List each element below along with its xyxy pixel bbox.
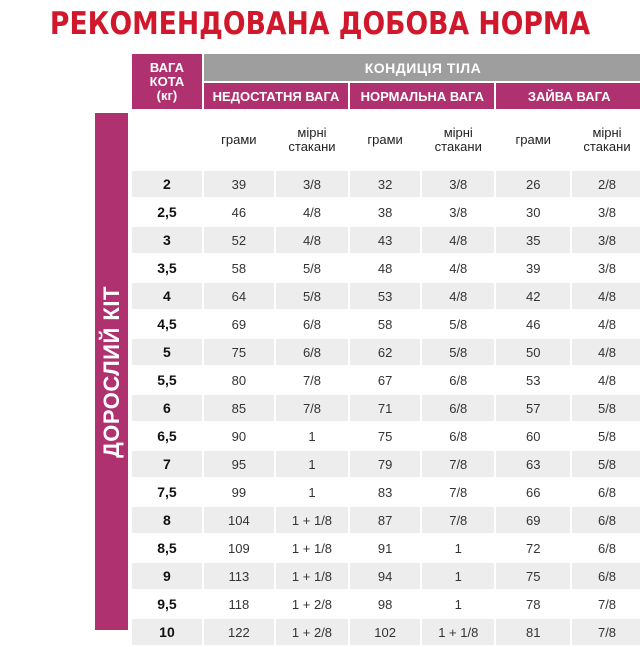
table-row: [132, 619, 640, 645]
grams-cell: 85: [204, 395, 274, 421]
cups-cell: 1 + 1/8: [276, 507, 348, 533]
cups-cell: 3/8: [422, 199, 494, 225]
cups-cell: 6/8: [276, 311, 348, 337]
corner-cell: [132, 111, 202, 169]
grams-cell: 94: [350, 563, 420, 589]
grams-cell: 99: [204, 479, 274, 505]
grams-cell: 38: [350, 199, 420, 225]
cups-cell: 6/8: [422, 423, 494, 449]
subheader-grams: грами: [204, 111, 274, 169]
grams-cell: 72: [496, 535, 570, 561]
weight-cell: 3: [132, 227, 202, 253]
cups-cell: 4/8: [422, 227, 494, 253]
grams-cell: 30: [496, 199, 570, 225]
grams-cell: 39: [204, 171, 274, 197]
page-title: РЕКОМЕНДОВАНА ДОБОВА НОРМА: [49, 6, 591, 42]
table-row: [132, 535, 640, 561]
cups-cell: 7/8: [422, 451, 494, 477]
cups-cell: 4/8: [572, 283, 640, 309]
side-label-bar: [95, 113, 128, 630]
grams-cell: 66: [496, 479, 570, 505]
grams-cell: 63: [496, 451, 570, 477]
grams-cell: 113: [204, 563, 274, 589]
cups-cell: 1 + 1/8: [276, 563, 348, 589]
cups-cell: 5/8: [422, 311, 494, 337]
cups-cell: 6/8: [276, 339, 348, 365]
grams-cell: 69: [204, 311, 274, 337]
cups-cell: 5/8: [572, 451, 640, 477]
cups-cell: 3/8: [572, 199, 640, 225]
grams-cell: 118: [204, 591, 274, 617]
weight-header: [132, 54, 202, 109]
table-row: [132, 227, 640, 253]
grams-cell: 90: [204, 423, 274, 449]
table-row: [132, 451, 640, 477]
cups-cell: 1: [422, 535, 494, 561]
grams-cell: 67: [350, 367, 420, 393]
cups-line1: мірні: [592, 125, 622, 140]
cups-cell: 4/8: [422, 283, 494, 309]
grams-cell: 64: [204, 283, 274, 309]
weight-cell: 4: [132, 283, 202, 309]
cups-cell: 7/8: [422, 479, 494, 505]
weight-cell: 7,5: [132, 479, 202, 505]
cups-cell: 3/8: [276, 171, 348, 197]
group-header-underweight: НЕДОСТАТНЯ ВАГА: [204, 83, 348, 109]
weight-header-line3: (кг): [156, 87, 178, 103]
cups-cell: 5/8: [276, 283, 348, 309]
table-row: [132, 339, 640, 365]
grams-cell: 43: [350, 227, 420, 253]
cups-cell: 7/8: [422, 507, 494, 533]
cups-cell: 4/8: [572, 367, 640, 393]
grams-cell: 50: [496, 339, 570, 365]
grams-cell: 71: [350, 395, 420, 421]
grams-cell: 26: [496, 171, 570, 197]
table-row: [132, 591, 640, 617]
cups-cell: 6/8: [572, 507, 640, 533]
grams-cell: 53: [350, 283, 420, 309]
cups-cell: 4/8: [276, 227, 348, 253]
subheader-cups: [276, 111, 348, 169]
condition-header: КОНДИЦІЯ ТІЛА: [204, 54, 640, 81]
group-header-overweight: ЗАЙВА ВАГА: [496, 83, 640, 109]
grams-cell: 46: [204, 199, 274, 225]
cups-cell: 3/8: [572, 255, 640, 281]
table-row: [132, 283, 640, 309]
grams-cell: 60: [496, 423, 570, 449]
cups-cell: 7/8: [276, 395, 348, 421]
grams-cell: 69: [496, 507, 570, 533]
cups-cell: 1 + 2/8: [276, 619, 348, 645]
cups-cell: 1 + 2/8: [276, 591, 348, 617]
cups-cell: 1: [276, 451, 348, 477]
cups-cell: 3/8: [572, 227, 640, 253]
subheader-cups: [422, 111, 494, 169]
table-row: [132, 507, 640, 533]
grams-cell: 87: [350, 507, 420, 533]
cups-cell: 6/8: [422, 367, 494, 393]
subheader-grams: грами: [350, 111, 420, 169]
group-header-normal: НОРМАЛЬНА ВАГА: [350, 83, 494, 109]
weight-cell: 2: [132, 171, 202, 197]
cups-line2: стакани: [288, 139, 336, 154]
grams-cell: 58: [350, 311, 420, 337]
cups-line1: мірні: [297, 125, 327, 140]
grams-cell: 46: [496, 311, 570, 337]
table-row: [132, 367, 640, 393]
weight-header-line1: ВАГА: [149, 59, 184, 75]
table-row: [132, 479, 640, 505]
weight-header-line2: КОТА: [149, 73, 185, 89]
cups-cell: 6/8: [572, 479, 640, 505]
grams-cell: 39: [496, 255, 570, 281]
grams-cell: 48: [350, 255, 420, 281]
weight-cell: 3,5: [132, 255, 202, 281]
grams-cell: 80: [204, 367, 274, 393]
table-body: [132, 171, 640, 645]
grams-cell: 58: [204, 255, 274, 281]
cups-cell: 6/8: [572, 535, 640, 561]
cups-cell: 4/8: [422, 255, 494, 281]
weight-cell: 4,5: [132, 311, 202, 337]
cups-cell: 3/8: [422, 171, 494, 197]
grams-cell: 53: [496, 367, 570, 393]
weight-cell: 6,5: [132, 423, 202, 449]
grams-cell: 81: [496, 619, 570, 645]
cups-cell: 1 + 1/8: [276, 535, 348, 561]
cups-line1: мірні: [443, 125, 473, 140]
cups-cell: 6/8: [572, 563, 640, 589]
grams-cell: 104: [204, 507, 274, 533]
cups-cell: 1: [422, 563, 494, 589]
weight-cell: 6: [132, 395, 202, 421]
table-row: [132, 255, 640, 281]
cups-cell: 2/8: [572, 171, 640, 197]
grams-cell: 95: [204, 451, 274, 477]
cups-cell: 1: [422, 591, 494, 617]
cups-cell: 4/8: [572, 311, 640, 337]
cups-cell: 6/8: [422, 395, 494, 421]
feeding-table: [130, 52, 640, 647]
grams-cell: 52: [204, 227, 274, 253]
grams-cell: 98: [350, 591, 420, 617]
cups-cell: 1: [276, 479, 348, 505]
grams-cell: 75: [496, 563, 570, 589]
weight-cell: 5: [132, 339, 202, 365]
grams-cell: 122: [204, 619, 274, 645]
weight-cell: 2,5: [132, 199, 202, 225]
grams-cell: 83: [350, 479, 420, 505]
grams-cell: 75: [204, 339, 274, 365]
grams-cell: 75: [350, 423, 420, 449]
cups-cell: 5/8: [572, 423, 640, 449]
weight-cell: 8: [132, 507, 202, 533]
subheader-cups: [572, 111, 640, 169]
grams-cell: 78: [496, 591, 570, 617]
subheader-grams: грами: [496, 111, 570, 169]
table-row: [132, 395, 640, 421]
cups-cell: 5/8: [422, 339, 494, 365]
cups-cell: 1 + 1/8: [422, 619, 494, 645]
table-row: [132, 563, 640, 589]
weight-cell: 9,5: [132, 591, 202, 617]
grams-cell: 79: [350, 451, 420, 477]
grams-cell: 91: [350, 535, 420, 561]
grams-cell: 35: [496, 227, 570, 253]
cups-cell: 5/8: [572, 395, 640, 421]
cups-cell: 7/8: [276, 367, 348, 393]
grams-cell: 62: [350, 339, 420, 365]
table-row: [132, 423, 640, 449]
cups-cell: 7/8: [572, 591, 640, 617]
weight-cell: 10: [132, 619, 202, 645]
cups-line2: стакани: [583, 139, 631, 154]
side-label: ДОРОСЛИЙ КІТ: [98, 285, 124, 458]
grams-cell: 32: [350, 171, 420, 197]
cups-cell: 4/8: [276, 199, 348, 225]
table-row: [132, 311, 640, 337]
grams-cell: 57: [496, 395, 570, 421]
weight-cell: 9: [132, 563, 202, 589]
cups-cell: 7/8: [572, 619, 640, 645]
table-row: [132, 171, 640, 197]
cups-cell: 4/8: [572, 339, 640, 365]
weight-cell: 7: [132, 451, 202, 477]
cups-cell: 5/8: [276, 255, 348, 281]
weight-cell: 5,5: [132, 367, 202, 393]
cups-cell: 1: [276, 423, 348, 449]
grams-cell: 42: [496, 283, 570, 309]
cups-line2: стакани: [434, 139, 482, 154]
grams-cell: 109: [204, 535, 274, 561]
table-row: [132, 199, 640, 225]
weight-cell: 8,5: [132, 535, 202, 561]
grams-cell: 102: [350, 619, 420, 645]
